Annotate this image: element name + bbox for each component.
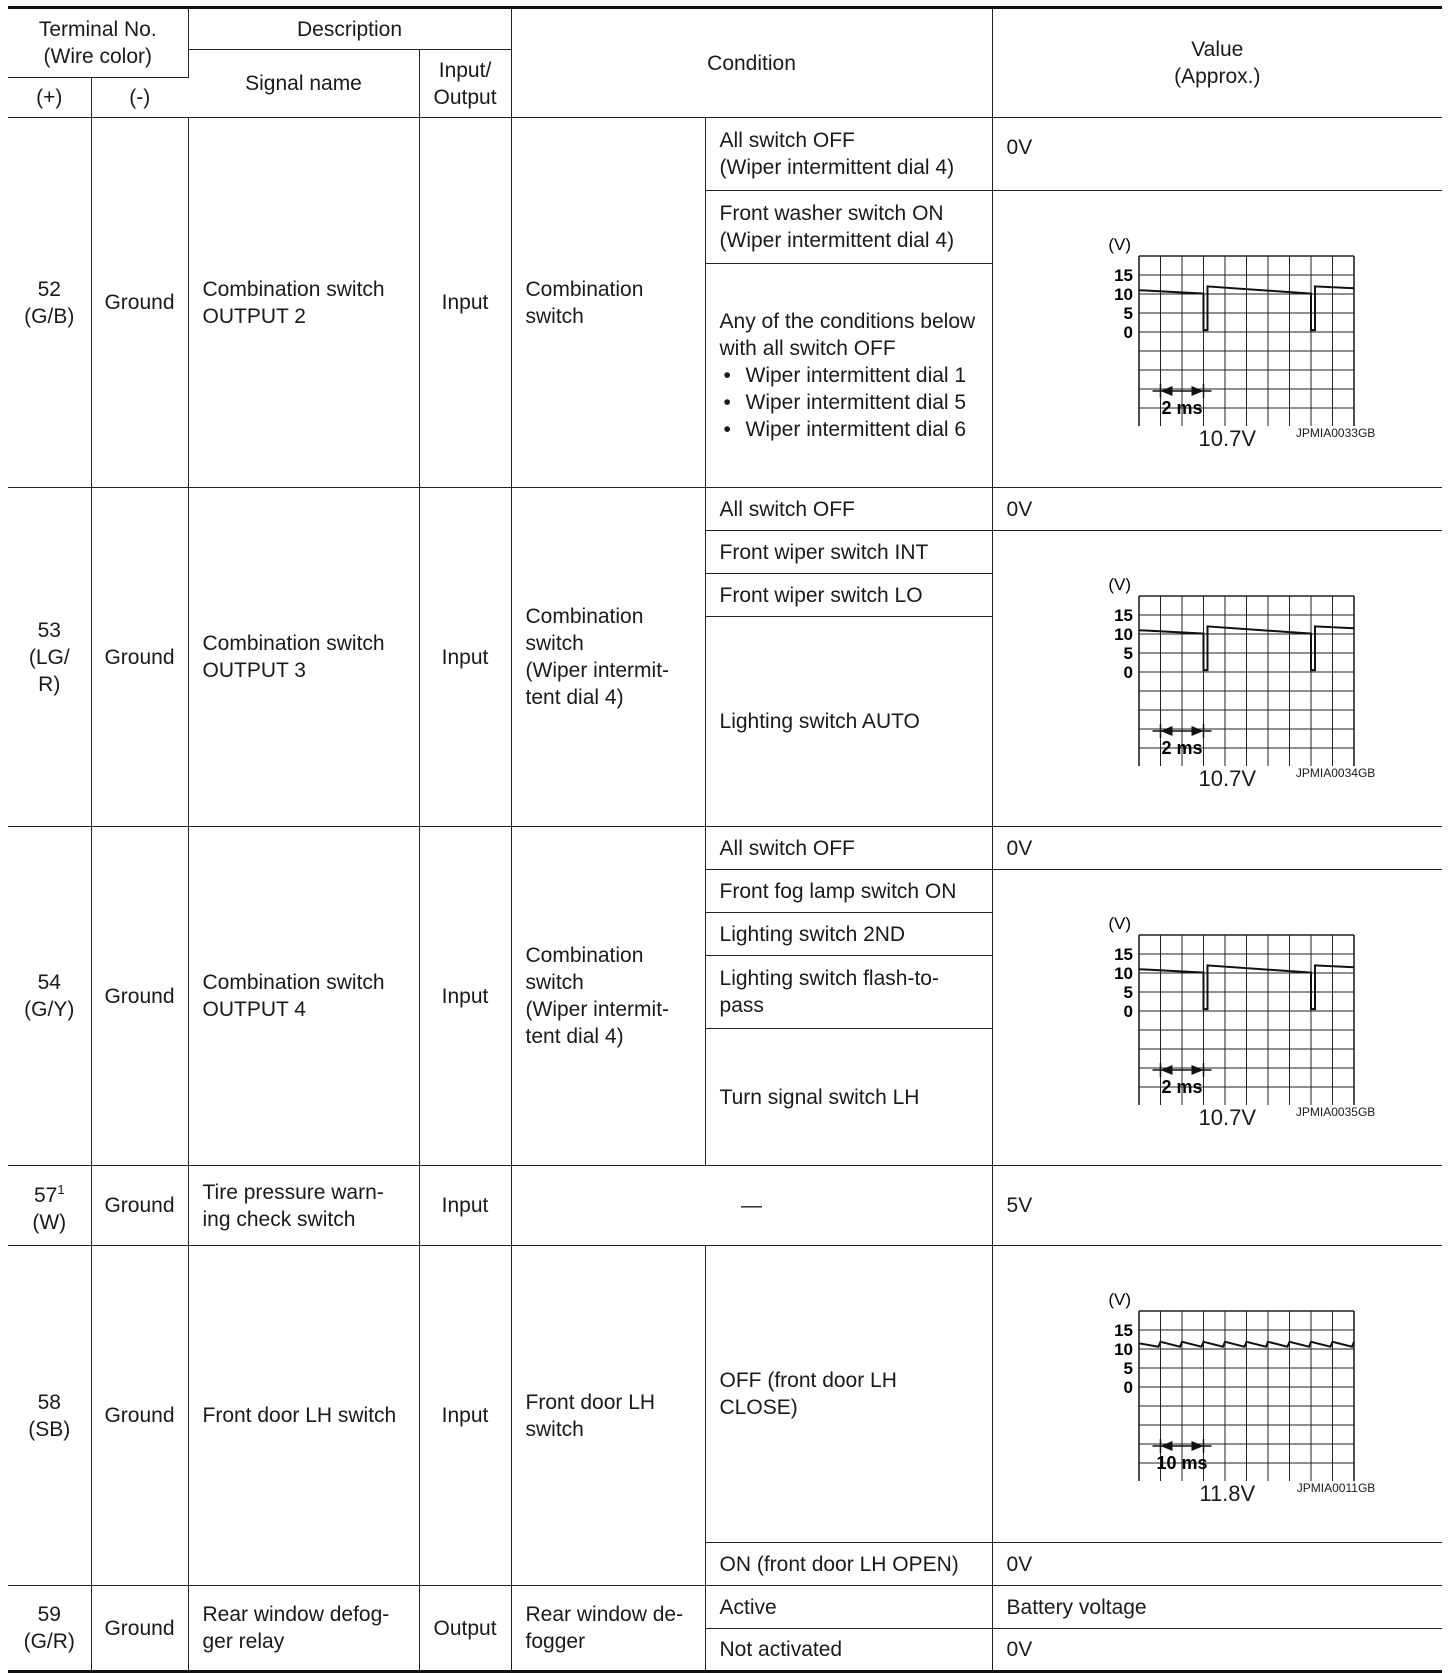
- axis-unit-label: (V): [1108, 574, 1132, 594]
- terminal-59: 59 (G/R): [8, 1586, 91, 1672]
- waveform-reading: 11.8V: [1199, 1481, 1256, 1506]
- header-condition: Condition: [511, 8, 992, 118]
- ground-58: Ground: [91, 1246, 188, 1586]
- io-54: Input: [419, 827, 511, 1166]
- waveform-reading: 10.7V: [1198, 1104, 1257, 1130]
- subcond-53-1: All switch OFF: [705, 488, 992, 531]
- footnote-mark: 1: [57, 1181, 65, 1197]
- waveform-cell-53: [992, 531, 1442, 827]
- axis-unit-label: (V): [1108, 1290, 1132, 1309]
- axis-tick-label: 0: [1123, 662, 1134, 682]
- waveform: [1059, 566, 1375, 792]
- signal-54: Combination switch OUTPUT 4: [188, 827, 419, 1166]
- ground-54: Ground: [91, 827, 188, 1166]
- value-54-1: 0V: [992, 827, 1442, 870]
- subcond-53-4: Lighting switch AUTO: [705, 617, 992, 827]
- terminal-54: 54 (G/Y): [8, 827, 91, 1166]
- ground-57: Ground: [91, 1166, 188, 1246]
- axis-tick-label: 15: [1114, 1321, 1134, 1340]
- condition-options: [720, 362, 978, 443]
- condition-58: Front door LH switch: [511, 1246, 705, 1586]
- option-item: • Wiper intermittent dial 6: [724, 416, 978, 443]
- axis-tick-label: 15: [1114, 605, 1134, 625]
- axis-tick-label: 10: [1114, 624, 1134, 644]
- time-marker-arrow: [1161, 1065, 1173, 1075]
- terminal-spec-table: [8, 6, 1442, 1673]
- subcond-54-1: All switch OFF: [705, 827, 992, 870]
- axis-tick-label: 5: [1123, 1359, 1134, 1378]
- subcond-54-3: Lighting switch 2ND: [705, 913, 992, 956]
- header-description: Description: [188, 8, 511, 50]
- condition-54: Combination switch (Wiper intermit- tent dial 4): [511, 827, 705, 1166]
- time-scale-label: 10 ms: [1156, 1453, 1208, 1473]
- terminal-52: 52 (G/B): [8, 118, 91, 488]
- waveform-reading: 10.7V: [1198, 426, 1257, 451]
- value-58-2: 0V: [992, 1543, 1442, 1586]
- signal-52: Combination switch OUTPUT 2: [188, 118, 419, 488]
- time-marker-arrow: [1161, 1441, 1173, 1451]
- subcond-58-2: ON (front door LH OPEN): [705, 1543, 992, 1586]
- signal-57: Tire pressure warn- ing check switch: [188, 1166, 419, 1246]
- time-marker-arrow: [1192, 726, 1204, 736]
- axis-unit-label: (V): [1108, 235, 1132, 254]
- waveform-cell-52: [992, 191, 1442, 488]
- ground-52: Ground: [91, 118, 188, 488]
- io-52: Input: [419, 118, 511, 488]
- subcond-52-2: Front washer switch ON (Wiper intermittent dial 4): [705, 191, 992, 264]
- option-item: • Wiper intermittent dial 5: [724, 389, 978, 416]
- signal-59: Rear window defog- ger relay: [188, 1586, 419, 1672]
- subcond-54-2: Front fog lamp switch ON: [705, 870, 992, 913]
- waveform-chart: [1059, 226, 1375, 426]
- subcond-52-1: All switch OFF (Wiper intermittent dial 4): [705, 118, 992, 191]
- signal-58: Front door LH switch: [188, 1246, 419, 1586]
- axis-tick-label: 10: [1114, 963, 1134, 983]
- waveform-chart: [1059, 1281, 1375, 1481]
- subcond-53-3: Front wiper switch LO: [705, 574, 992, 617]
- header-value: Value (Approx.): [992, 8, 1442, 118]
- terminal-57: $57^1$ (W): [8, 1166, 91, 1246]
- ground-59: Ground: [91, 1586, 188, 1672]
- io-57: Input: [419, 1166, 511, 1246]
- header-terminal-no: Terminal No. (Wire color): [8, 8, 188, 78]
- condition-59: Rear window de- fogger: [511, 1586, 705, 1672]
- axis-tick-label: 15: [1114, 266, 1134, 285]
- waveform-chart: [1059, 905, 1375, 1105]
- axis-tick-label: 5: [1123, 304, 1134, 323]
- axis-tick-label: 10: [1114, 1340, 1134, 1359]
- axis-tick-label: 15: [1114, 944, 1134, 964]
- waveform: [1059, 226, 1375, 452]
- time-scale-label: 2 ms: [1161, 737, 1203, 758]
- option-item: • Wiper intermittent dial 1: [724, 362, 978, 389]
- subcond-54-5: Turn signal switch LH: [705, 1029, 992, 1166]
- condition-53: Combination switch (Wiper intermit- tent dial 4): [511, 488, 705, 827]
- figure-code: JPMIA0035GB: [1295, 1104, 1376, 1119]
- axis-tick-label: 5: [1123, 643, 1134, 663]
- terminal-53: 53 (LG/ R): [8, 488, 91, 827]
- condition-57: —: [511, 1166, 992, 1246]
- header-plus: (+): [8, 78, 91, 118]
- waveform-chart: [1059, 566, 1375, 766]
- subcond-59-1: Active: [705, 1586, 992, 1629]
- time-marker-arrow: [1192, 386, 1204, 396]
- subcond-58-1: OFF (front door LH CLOSE): [705, 1246, 992, 1543]
- waveform: [1059, 905, 1375, 1131]
- time-marker-arrow: [1161, 386, 1173, 396]
- header-input-output: Input/ Output: [419, 50, 511, 118]
- axis-tick-label: 10: [1114, 285, 1134, 304]
- figure-code: JPMIA0034GB: [1295, 765, 1376, 780]
- time-marker-arrow: [1161, 726, 1173, 736]
- signal-53: Combination switch OUTPUT 3: [188, 488, 419, 827]
- time-marker-arrow: [1192, 1065, 1204, 1075]
- waveform-reading: 10.7V: [1198, 765, 1257, 791]
- header-minus: (-): [91, 78, 188, 118]
- axis-tick-label: 0: [1123, 1001, 1134, 1021]
- value-59-1: Battery voltage: [992, 1586, 1442, 1629]
- waveform-cell-58: [992, 1246, 1442, 1543]
- subcond-54-4: Lighting switch flash-to- pass: [705, 956, 992, 1029]
- header-signal-name: Signal name: [188, 50, 419, 118]
- terminal-58: 58 (SB): [8, 1246, 91, 1586]
- io-53: Input: [419, 488, 511, 827]
- subcond-52-3: [705, 264, 992, 488]
- value-59-2: 0V: [992, 1629, 1442, 1672]
- subcond-52-3-text: Any of the conditions below with all switch OFF: [719, 310, 976, 360]
- axis-unit-label: (V): [1108, 913, 1132, 933]
- time-marker-arrow: [1192, 1441, 1204, 1451]
- value-57: 5V: [992, 1166, 1442, 1246]
- figure-code: JPMIA0033GB: [1295, 426, 1376, 440]
- io-59: Output: [419, 1586, 511, 1672]
- axis-tick-label: 0: [1123, 1378, 1134, 1397]
- waveform: [1059, 1281, 1375, 1507]
- subcond-59-2: Not activated: [705, 1629, 992, 1672]
- figure-code: JPMIA0011GB: [1296, 1481, 1376, 1495]
- subcond-53-2: Front wiper switch INT: [705, 531, 992, 574]
- time-scale-label: 2 ms: [1161, 398, 1203, 418]
- axis-tick-label: 5: [1123, 982, 1134, 1002]
- axis-tick-label: 0: [1123, 323, 1134, 342]
- value-52-1: 0V: [992, 118, 1442, 191]
- io-58: Input: [419, 1246, 511, 1586]
- time-scale-label: 2 ms: [1161, 1076, 1203, 1097]
- value-53-1: 0V: [992, 488, 1442, 531]
- waveform-cell-54: [992, 870, 1442, 1166]
- condition-52: Combination switch: [511, 118, 705, 488]
- ground-53: Ground: [91, 488, 188, 827]
